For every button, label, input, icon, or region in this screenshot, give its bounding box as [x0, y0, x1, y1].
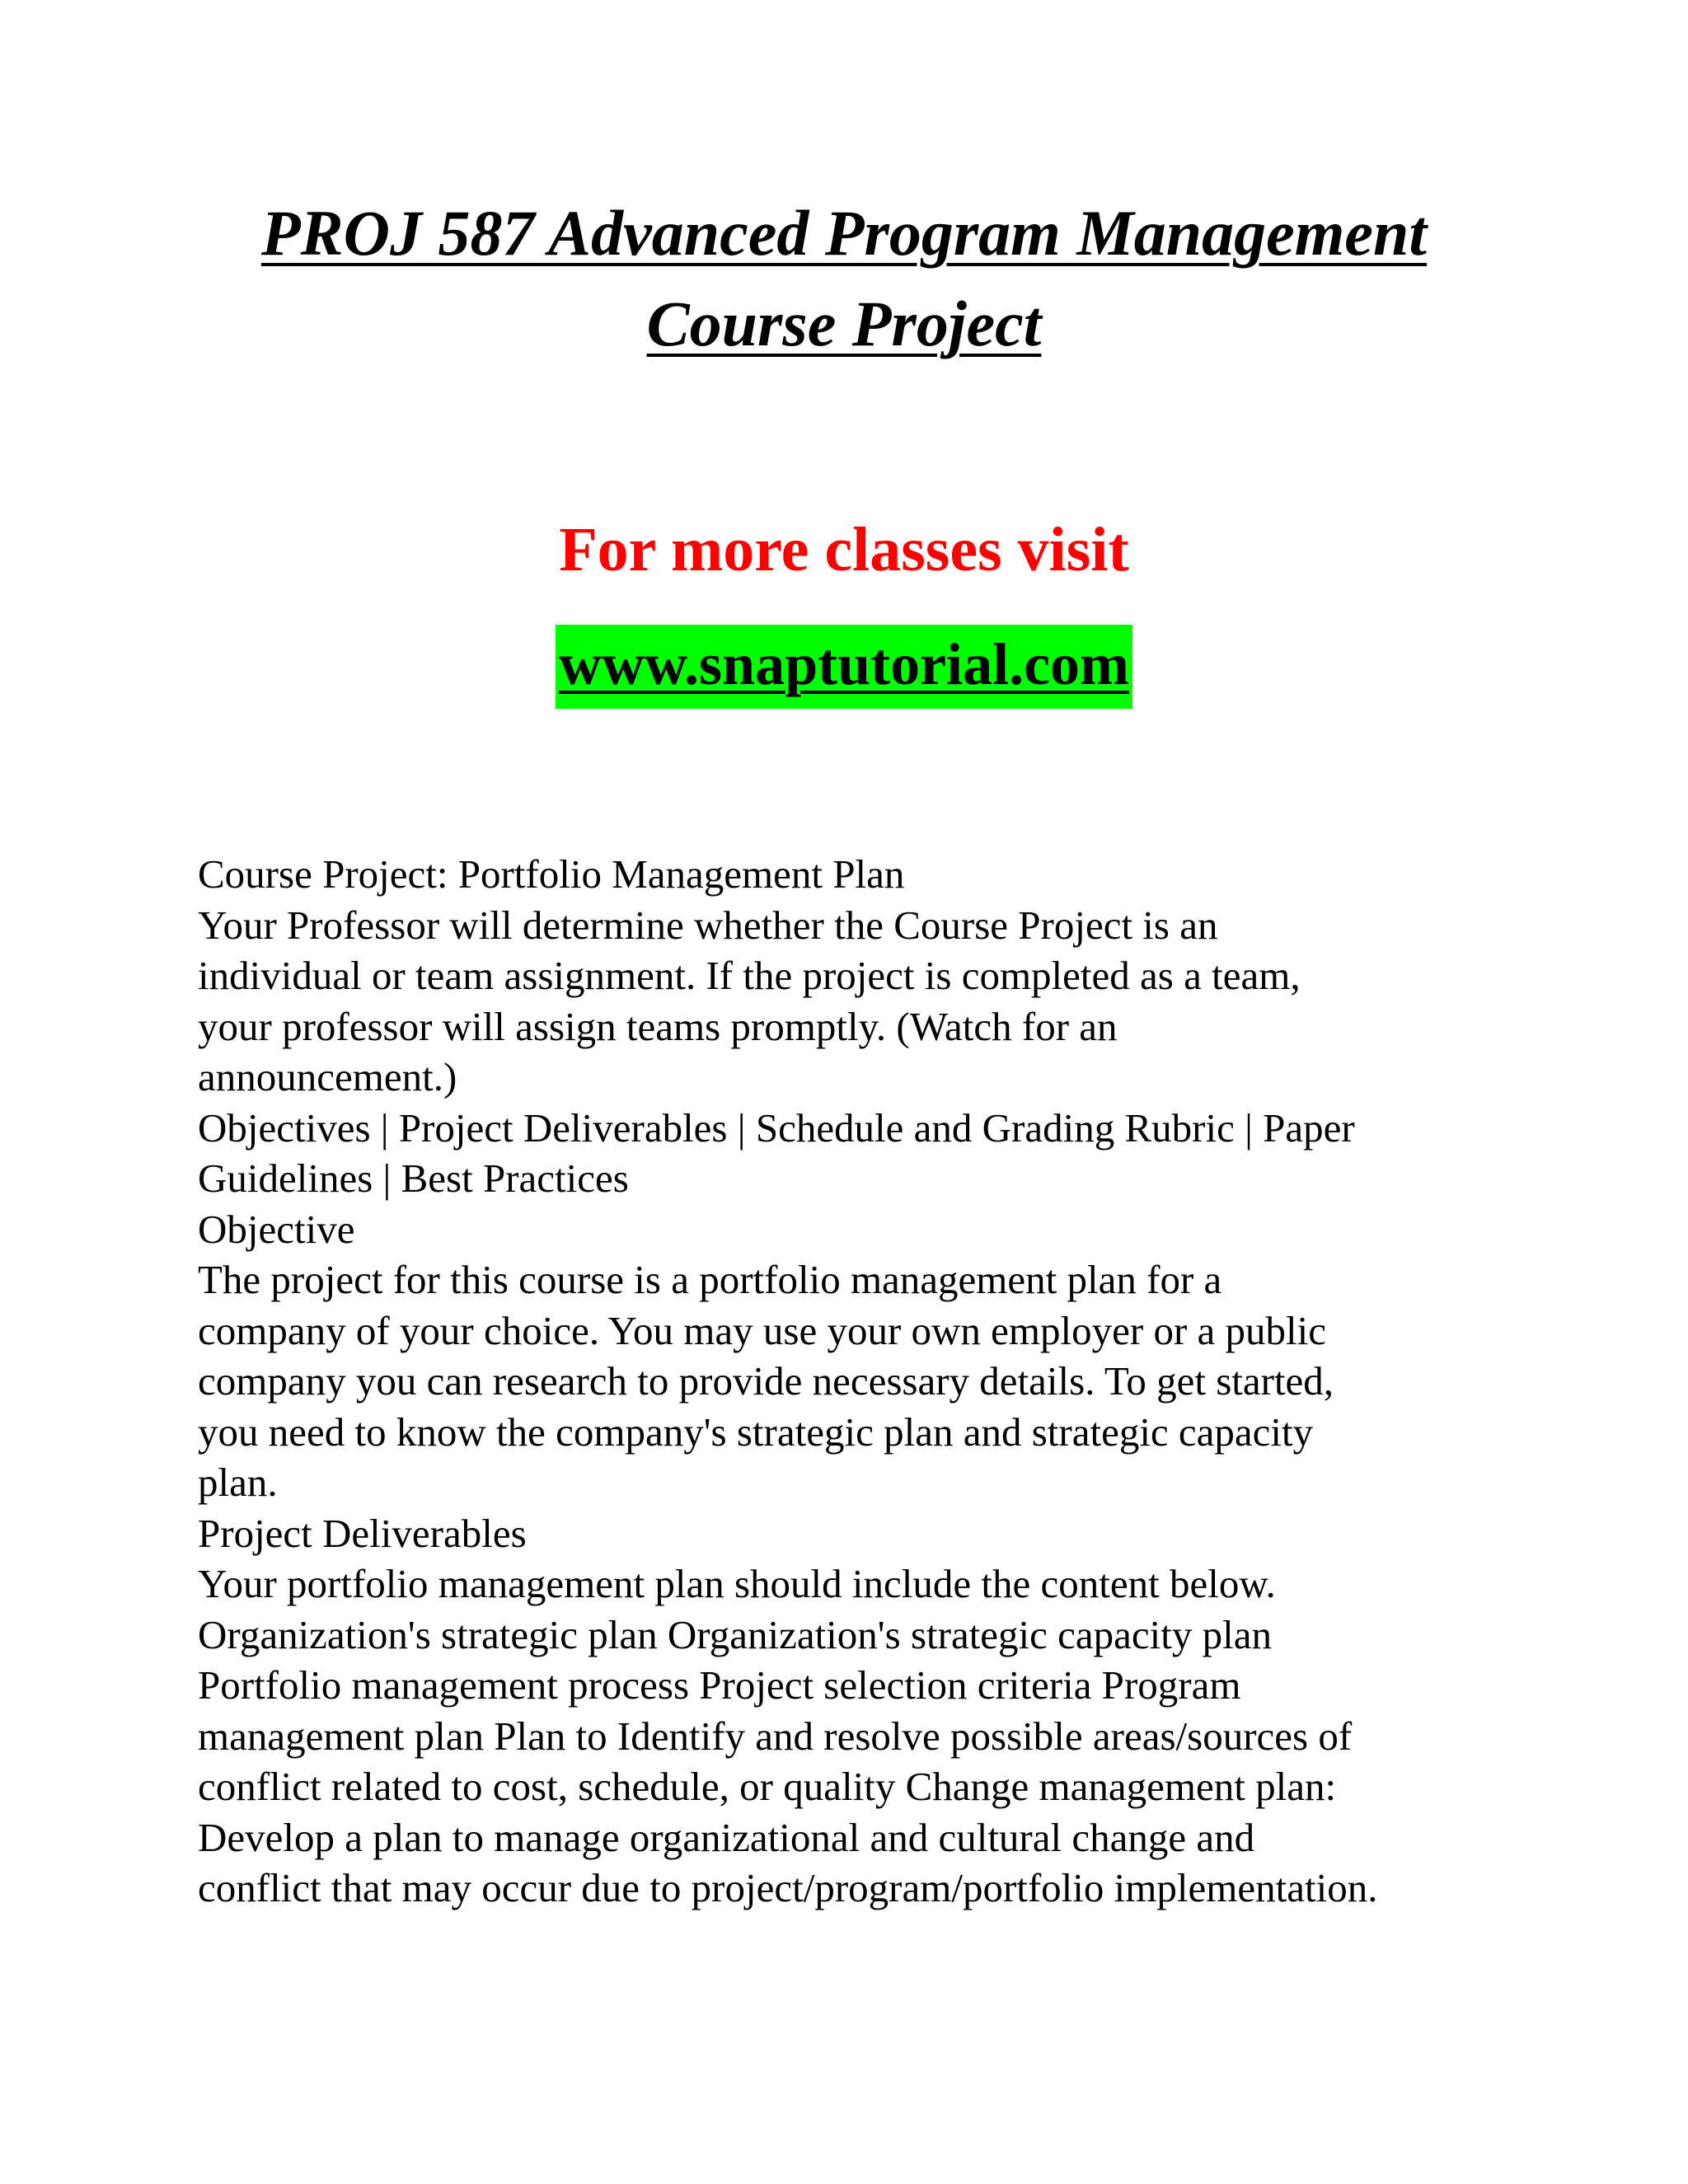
body-line: Your Professor will determine whether the Course Project is an — [198, 902, 1218, 948]
title-line-2: Course Project — [646, 288, 1042, 359]
document-title — [0, 188, 1688, 369]
body-line: Your portfolio management plan should include the content below. — [198, 1561, 1276, 1606]
body-line: Develop a plan to manage organizational and cultural change and — [198, 1814, 1255, 1860]
body-line: announcement.) — [198, 1054, 457, 1099]
promo-text: For more classes visit — [559, 515, 1129, 584]
section-heading-deliverables: Project Deliverables — [198, 1510, 527, 1556]
section-heading-objective: Objective — [198, 1206, 355, 1252]
body-line: Guidelines | Best Practices — [198, 1155, 629, 1201]
body-line: your professor will assign teams promptly. (Watch for an — [198, 1003, 1118, 1049]
website-link[interactable]: www.snaptutorial.com — [556, 625, 1132, 709]
body-line: management plan Plan to Identify and resolve possible areas/sources of — [198, 1713, 1353, 1759]
body-line: The project for this course is a portfolio management plan for a — [198, 1257, 1222, 1302]
body-line: Objectives | Project Deliverables | Schedule and Grading Rubric | Paper — [198, 1104, 1355, 1151]
title-line-1: PROJ 587 Advanced Program Management — [260, 197, 1428, 269]
body-line: Course Project: Portfolio Management Plan — [198, 851, 905, 897]
body-line: company of your choice. You may use your own employer or a public — [198, 1307, 1326, 1353]
body-line: Portfolio management process Project selection criteria Program — [198, 1662, 1241, 1708]
body-line: you need to know the company's strategic plan and strategic capacity — [198, 1408, 1314, 1455]
body-line: conflict related to cost, schedule, or quality Change management plan: — [198, 1764, 1337, 1809]
body-line: company you can research to provide necessary details. To get started, — [198, 1358, 1334, 1404]
body-line: Organization's strategic plan Organization's strategic capacity plan — [198, 1611, 1272, 1657]
website-link-container — [0, 625, 1688, 709]
body-line: individual or team assignment. If the project is completed as a team, — [198, 953, 1301, 998]
body-line: plan. — [198, 1460, 278, 1505]
body-line: conflict that may occur due to project/program/portfolio implementation. — [198, 1865, 1378, 1910]
body-text — [198, 849, 1533, 1914]
